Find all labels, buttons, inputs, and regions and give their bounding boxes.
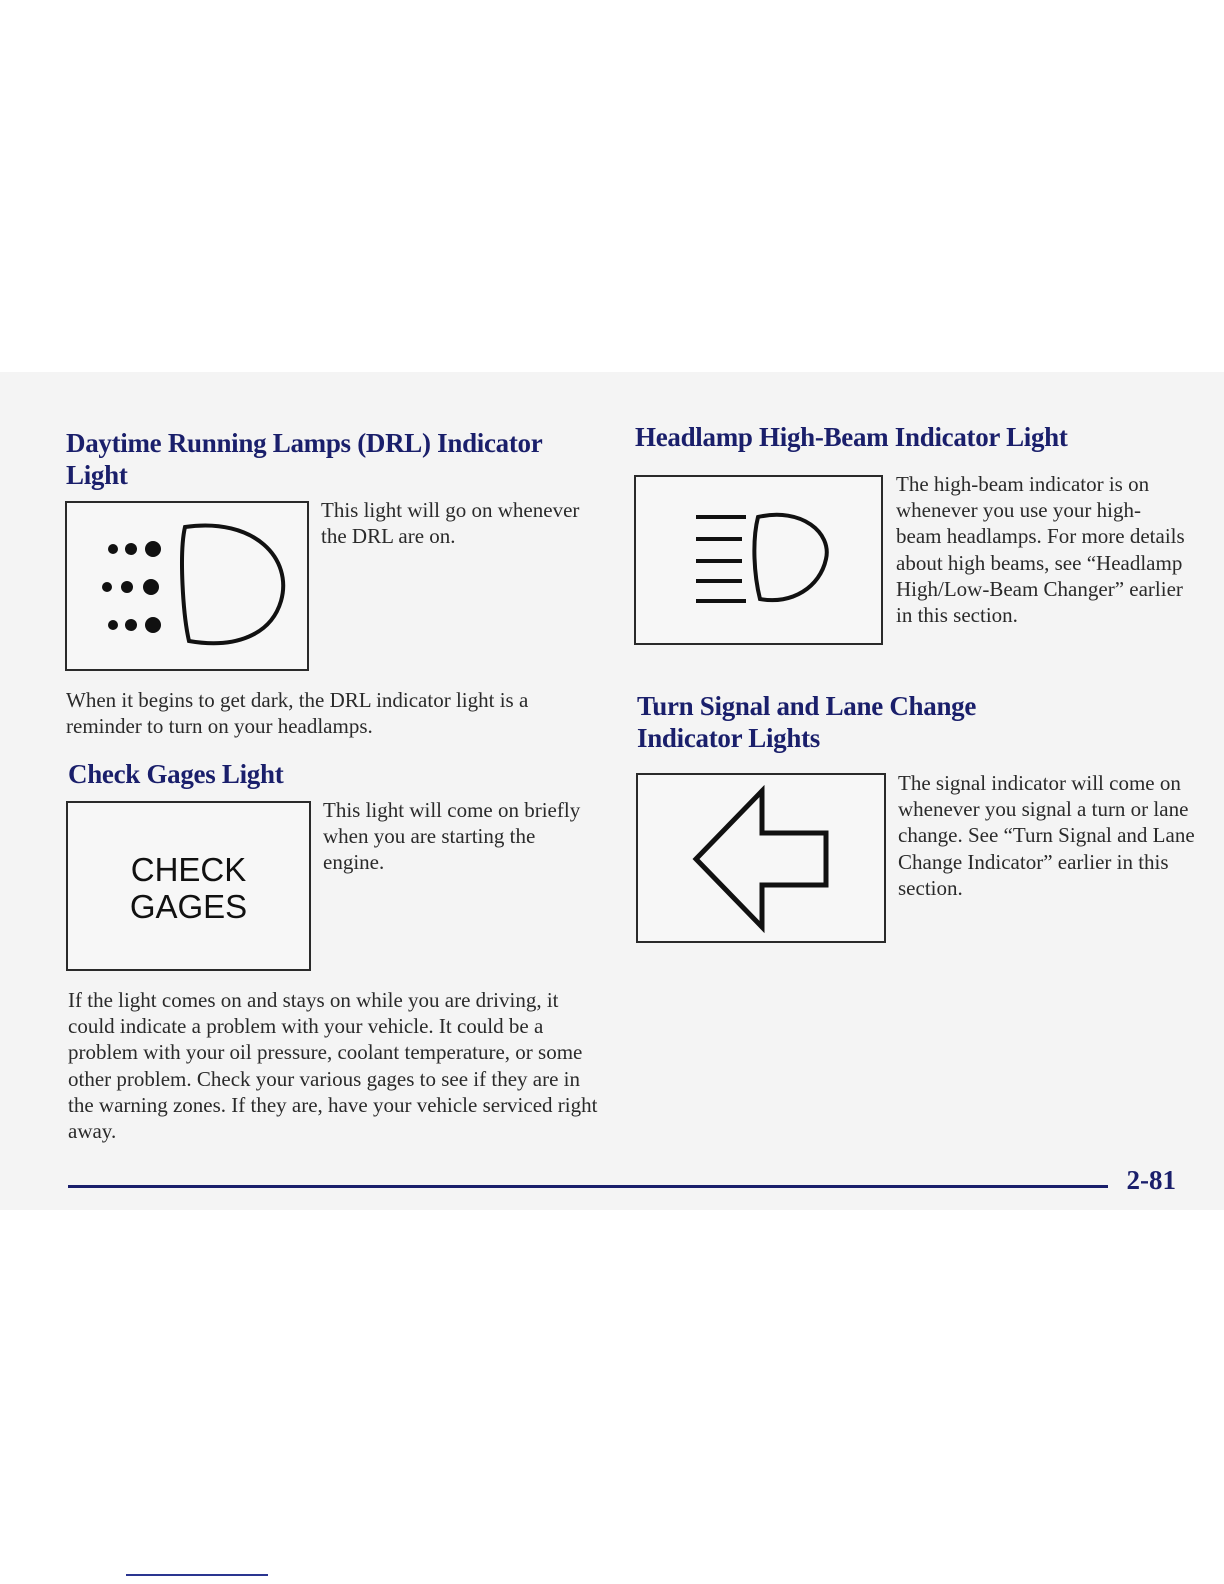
turn-signal-icon-box	[636, 773, 886, 943]
high-beam-indicator-icon	[636, 477, 881, 643]
check-gages-line1: CHECK	[130, 851, 247, 888]
check-gages-heading: Check Gages Light	[68, 759, 284, 789]
turn-signal-heading: Turn Signal and Lane Change Indicator Lights	[637, 691, 977, 753]
check-gages-icon-label	[68, 851, 309, 925]
page-number: 2-81	[1126, 1165, 1176, 1195]
turn-signal-arrow-icon	[638, 775, 884, 941]
drl-icon-box	[65, 501, 309, 671]
check-gages-icon-box	[66, 801, 311, 971]
drl-indicator-icon	[67, 503, 307, 669]
drl-heading: Daytime Running Lamps (DRL) Indicator Light	[66, 428, 542, 490]
turn-signal-side-text: The signal indicator will come on whenever you signal a turn or lane change. See “Turn Signal and Lane Change Indicator” earlier in this section.	[898, 771, 1195, 900]
check-gages-side-text: This light will come on briefly when you are starting the engine.	[323, 798, 581, 875]
high-beam-icon-box	[634, 475, 883, 645]
drl-body-text: When it begins to get dark, the DRL indicator light is a reminder to turn on your headlamps.	[66, 688, 529, 739]
drl-side-text: This light will go on whenever the DRL are on.	[321, 498, 580, 549]
check-gages-body-text: If the light comes on and stays on while you are driving, it could indicate a problem with your vehicle. It could be a problem with your oil pressure, coolant temperature, or some other problem. Check your various gages to see if they are in the warning zones. If they are, have your vehicle serviced right away.	[68, 988, 598, 1144]
high-beam-heading: Headlamp High-Beam Indicator Light	[635, 422, 1068, 452]
check-gages-line2: GAGES	[129, 888, 248, 925]
footer-rule	[68, 1185, 1108, 1188]
bottom-link-underline	[126, 1574, 268, 1576]
high-beam-side-text: The high-beam indicator is on whenever you use your high-beam headlamps. For more details about high beams, see “Headlamp High/Low-Beam Changer” earlier in this section.	[896, 472, 1185, 628]
